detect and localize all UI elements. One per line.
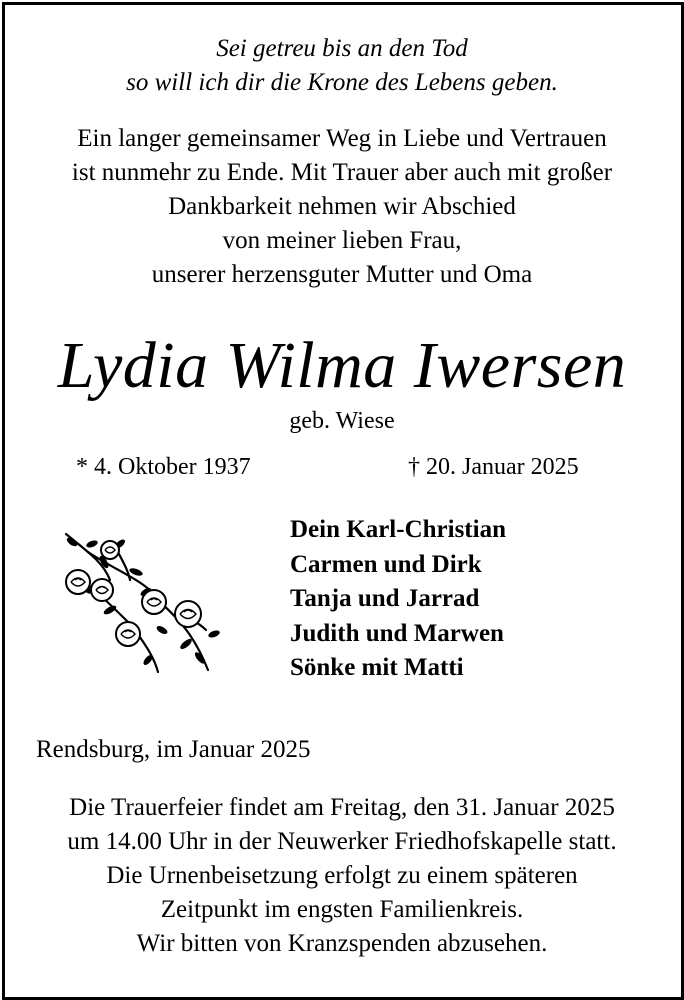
mourner-5: Sönke mit Matti	[290, 654, 464, 681]
intro-line-3: Dankbarkeit nehmen wir Abschied	[168, 193, 516, 220]
service-line-3: Die Urnenbeisetzung erfolgt zu einem späteren	[106, 862, 578, 889]
mourners-list	[290, 513, 506, 686]
intro-line-4: von meiner lieben Frau,	[222, 227, 462, 254]
service-info	[0, 791, 684, 961]
intro-line-2: ist nunmehr zu Ende. Mit Trauer aber auch mit großer	[71, 159, 613, 186]
mourner-2: Carmen und Dirk	[290, 550, 482, 578]
roses-icon	[58, 522, 228, 677]
deceased-name: Lydia Wilma Iwersen	[57, 329, 627, 402]
place-date: Rendsburg, im Januar 2025	[36, 736, 311, 763]
mourner-3: Tanja und Jarrad	[290, 585, 480, 612]
service-line-2: um 14.00 Uhr in der Neuwerker Friedhofskapelle statt.	[67, 828, 617, 855]
verse-line-1: Sei getreu bis an den Tod	[216, 35, 468, 62]
mourner-1: Dein Karl-Christian	[290, 516, 506, 543]
mourner-4: Judith und Marwen	[290, 619, 504, 647]
service-line-1: Die Trauerfeier findet am Freitag, den 31. Januar 2025	[69, 794, 615, 821]
verse-line-2: so will ich dir die Krone des Lebens geben.	[126, 69, 558, 96]
birth-date: * 4. Oktober 1937	[76, 454, 251, 480]
intro-line-5: unserer herzensguter Mutter und Oma	[151, 261, 533, 288]
service-line-5: Wir bitten von Kranzspenden abzusehen.	[136, 930, 548, 957]
maiden-name: geb. Wiese	[289, 408, 395, 434]
service-line-4: Zeitpunkt im engsten Familienkreis.	[160, 896, 524, 923]
death-date: † 20. Januar 2025	[408, 454, 579, 480]
intro-line-1: Ein langer gemeinsamer Weg in Liebe und Vertrauen	[77, 125, 607, 152]
